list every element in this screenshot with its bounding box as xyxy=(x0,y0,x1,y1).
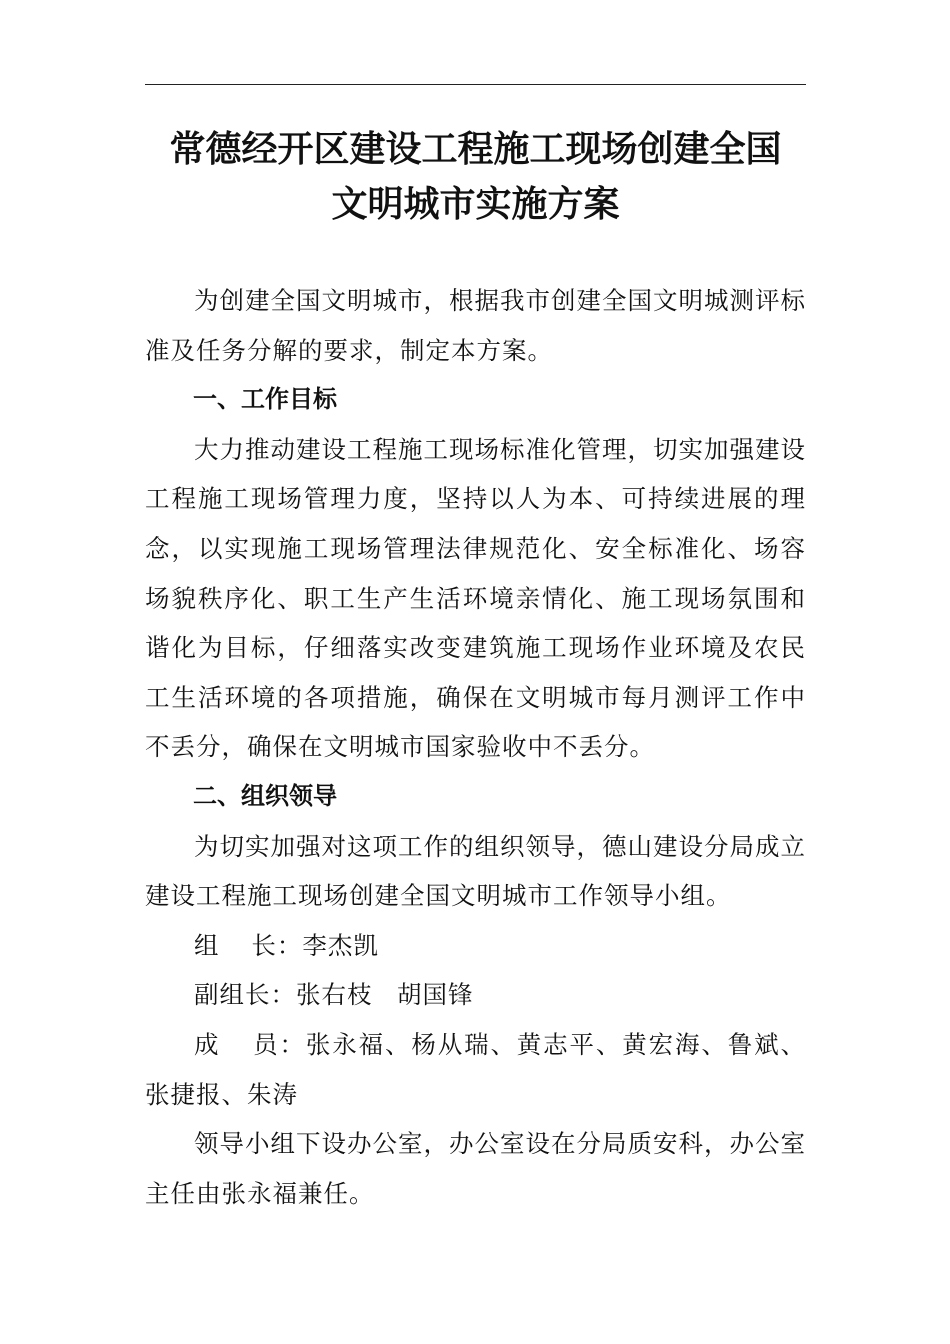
leader-name: 李杰凯 xyxy=(302,930,379,960)
document-title xyxy=(145,122,806,232)
leader-line xyxy=(145,921,806,971)
top-rule xyxy=(145,84,806,85)
deputy-name-2: 胡国锋 xyxy=(397,980,474,1010)
section-1-paragraph: 大力推动建设工程施工现场标准化管理，切实加强建设工程施工现场管理力度，坚持以人为本、可持续进展的理念，以实现施工现场管理法律规范化、安全标准化、场容场貌秩序化、职工生产生活环境亲情化、施工现场氛围和谐化为目标，仔细落实改变建筑施工现场作业环境及农民工生活环境的各项措施，确保在文明城市每月测评工作中不丢分，确保在文明城市国家验收中不丢分。 xyxy=(145,434,806,762)
deputy-line xyxy=(145,970,806,1020)
document-body xyxy=(145,276,806,1218)
members-line xyxy=(145,1020,806,1119)
members-names: 张永福、杨从瑞、黄志平、黄宏海、鲁斌、张捷报、朱涛 xyxy=(145,1029,807,1109)
title-line-2: 文明城市实施方案 xyxy=(331,183,620,225)
section-2-paragraph: 为切实加强对这项工作的组织领导，德山建设分局成立建设工程施工现场创建全国文明城市工作领导小组。 xyxy=(145,831,806,911)
title-line-1: 常德经开区建设工程施工现场创建全国 xyxy=(169,128,782,170)
members-label-a: 成 xyxy=(194,1029,221,1059)
leader-label-b: 长： xyxy=(251,930,303,960)
intro-paragraph: 为创建全国文明城市，根据我市创建全国文明城测评标准及任务分解的要求，制定本方案。 xyxy=(145,286,806,365)
deputy-name-1: 张右枝 xyxy=(296,980,373,1010)
section-1-heading: 一、工作目标 xyxy=(193,385,337,414)
office-paragraph: 领导小组下设办公室，办公室设在分局质安科，办公室主任由张永福兼任。 xyxy=(145,1129,806,1208)
leader-label-a: 组 xyxy=(194,930,220,960)
section-2-heading: 二、组织领导 xyxy=(193,781,337,810)
members-label-b: 员： xyxy=(252,1029,306,1059)
deputy-label: 副组长： xyxy=(194,980,296,1010)
